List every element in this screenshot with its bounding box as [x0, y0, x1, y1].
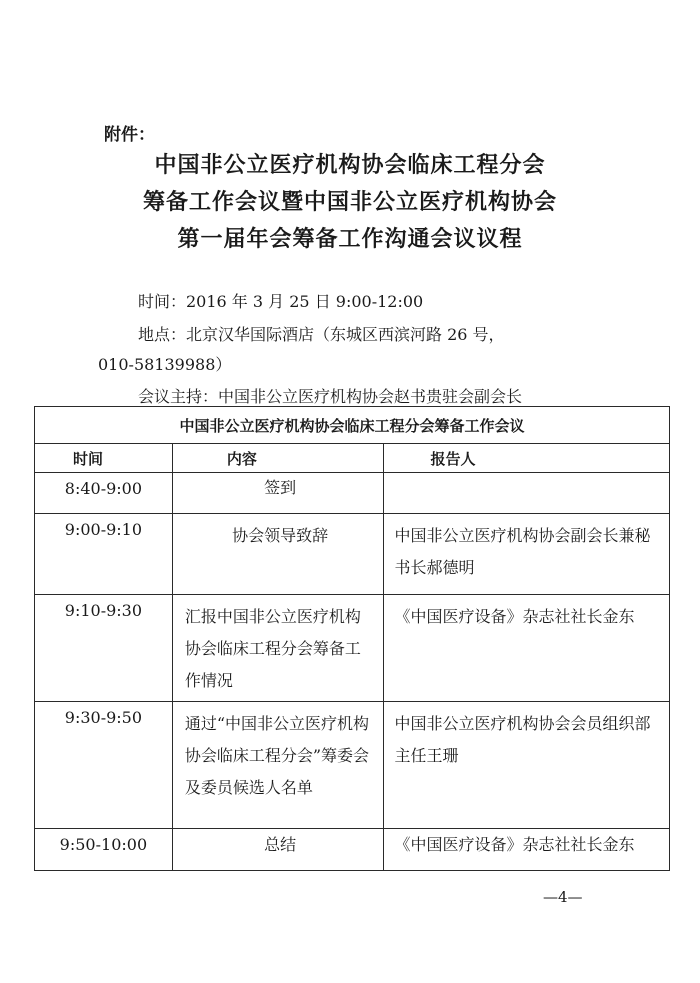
row-reporter: 中国非公立医疗机构协会会员组织部主任王珊	[384, 702, 670, 829]
meeting-phone: 010-58139988）	[98, 355, 232, 374]
row-content: 通过“中国非公立医疗机构协会临床工程分会”筹委会及委员候选人名单	[172, 702, 384, 829]
row-time: 9:50-10:00	[35, 829, 173, 871]
table-caption: 中国非公立医疗机构协会临床工程分会筹备工作会议	[35, 407, 670, 444]
row-content: 总结	[172, 829, 384, 871]
row-time: 9:00-9:10	[35, 514, 173, 595]
table-caption-row	[35, 407, 670, 444]
row-content: 签到	[172, 473, 384, 514]
table-row	[35, 473, 670, 514]
table-header-row	[35, 444, 670, 473]
row-time: 9:10-9:30	[35, 595, 173, 702]
title-line-2: 筹备工作会议暨中国非公立医疗机构协会	[142, 190, 557, 215]
header-content: 内容	[172, 444, 384, 473]
row-time: 9:30-9:50	[35, 702, 173, 829]
attachment-label: 附件：	[104, 125, 155, 145]
row-reporter: 中国非公立医疗机构协会副会长兼秘书长郝德明	[384, 514, 670, 595]
header-reporter: 报告人	[384, 444, 670, 473]
row-time: 8:40-9:00	[35, 473, 173, 514]
row-content: 汇报中国非公立医疗机构协会临床工程分会筹备工作情况	[172, 595, 384, 702]
row-reporter: 《中国医疗设备》杂志社社长金东	[384, 829, 670, 871]
table-row	[35, 829, 670, 871]
agenda-table	[34, 406, 670, 871]
header-time: 时间	[35, 444, 173, 473]
page-number: —4—	[543, 888, 583, 906]
table-row	[35, 702, 670, 829]
title-line-3: 第一届年会筹备工作沟通会议议程	[177, 227, 523, 252]
meeting-time: 时间：2016 年 3 月 25 日 9:00-12:00	[138, 292, 424, 311]
row-reporter	[384, 473, 670, 514]
row-content: 协会领导致辞	[172, 514, 384, 595]
table-row	[35, 514, 670, 595]
table-row	[35, 595, 670, 702]
row-reporter: 《中国医疗设备》杂志社社长金东	[384, 595, 670, 702]
meeting-location: 地点：北京汉华国际酒店（东城区西滨河路 26 号，	[138, 325, 505, 344]
title-line-1: 中国非公立医疗机构协会临床工程分会	[154, 153, 546, 178]
meeting-host: 会议主持：中国非公立医疗机构协会赵书贵驻会副会长	[138, 387, 523, 406]
